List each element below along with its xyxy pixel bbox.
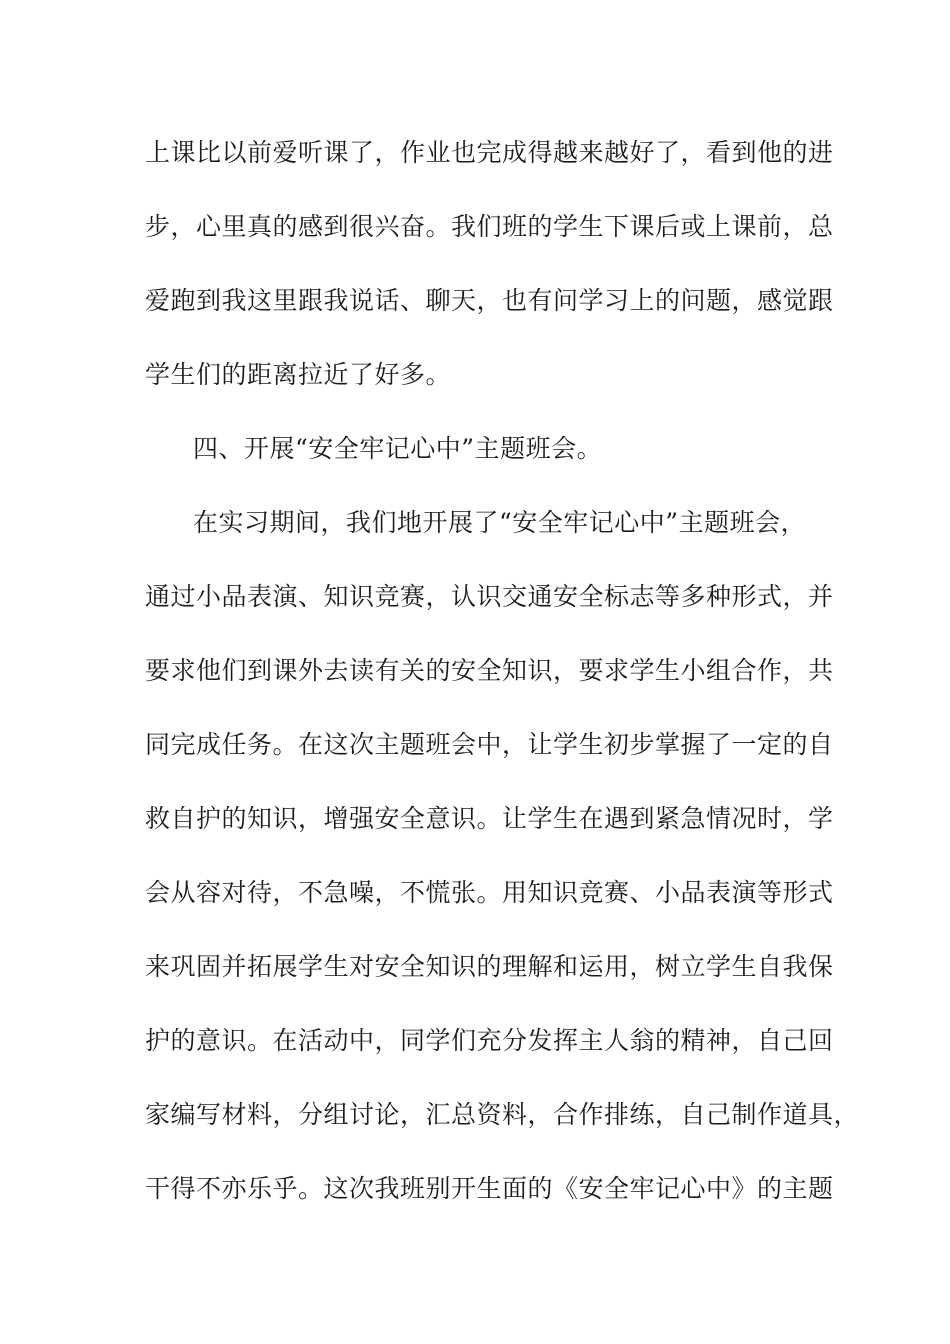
text-line: 上课比以前爱听课了，作业也完成得越来越好了，看到他的进 [145, 138, 834, 167]
text-line: 学生们的距离拉近了好多。 [145, 360, 452, 389]
text-line: 护的意识。在活动中，同学们充分发挥主人翁的精神，自己回 [145, 1026, 834, 1055]
text-line: 同完成任务。在这次主题班会中，让学生初步掌握了一定的自 [145, 730, 834, 759]
text-line: 会从容对待，不急噪，不慌张。用知识竞赛、小品表演等形式 [145, 878, 834, 907]
paragraph-first-line: 在实习期间，我们地开展了“安全牢记心中”主题班会， [193, 508, 807, 537]
text-line: 通过小品表演、知识竞赛，认识交通安全标志等多种形式，并 [145, 582, 834, 611]
text-line: 家编写材料，分组讨论，汇总资料，合作排练，自己制作道具， [145, 1100, 860, 1129]
text-line: 爱跑到我这里跟我说话、聊天，也有问学习上的问题，感觉跟 [145, 286, 834, 315]
text-line: 要求他们到课外去读有关的安全知识，要求学生小组合作，共 [145, 656, 834, 685]
text-line: 来巩固并拓展学生对安全知识的理解和运用，树立学生自我保 [145, 952, 834, 981]
section-heading: 四、开展“安全牢记心中”主题班会。 [193, 434, 603, 463]
text-line: 救自护的知识，增强安全意识。让学生在遇到紧急情况时，学 [145, 804, 834, 833]
text-line: 干得不亦乐乎。这次我班别开生面的《安全牢记心中》的主题 [145, 1174, 834, 1203]
text-line: 步，心里真的感到很兴奋。我们班的学生下课后或上课前，总 [145, 212, 834, 241]
